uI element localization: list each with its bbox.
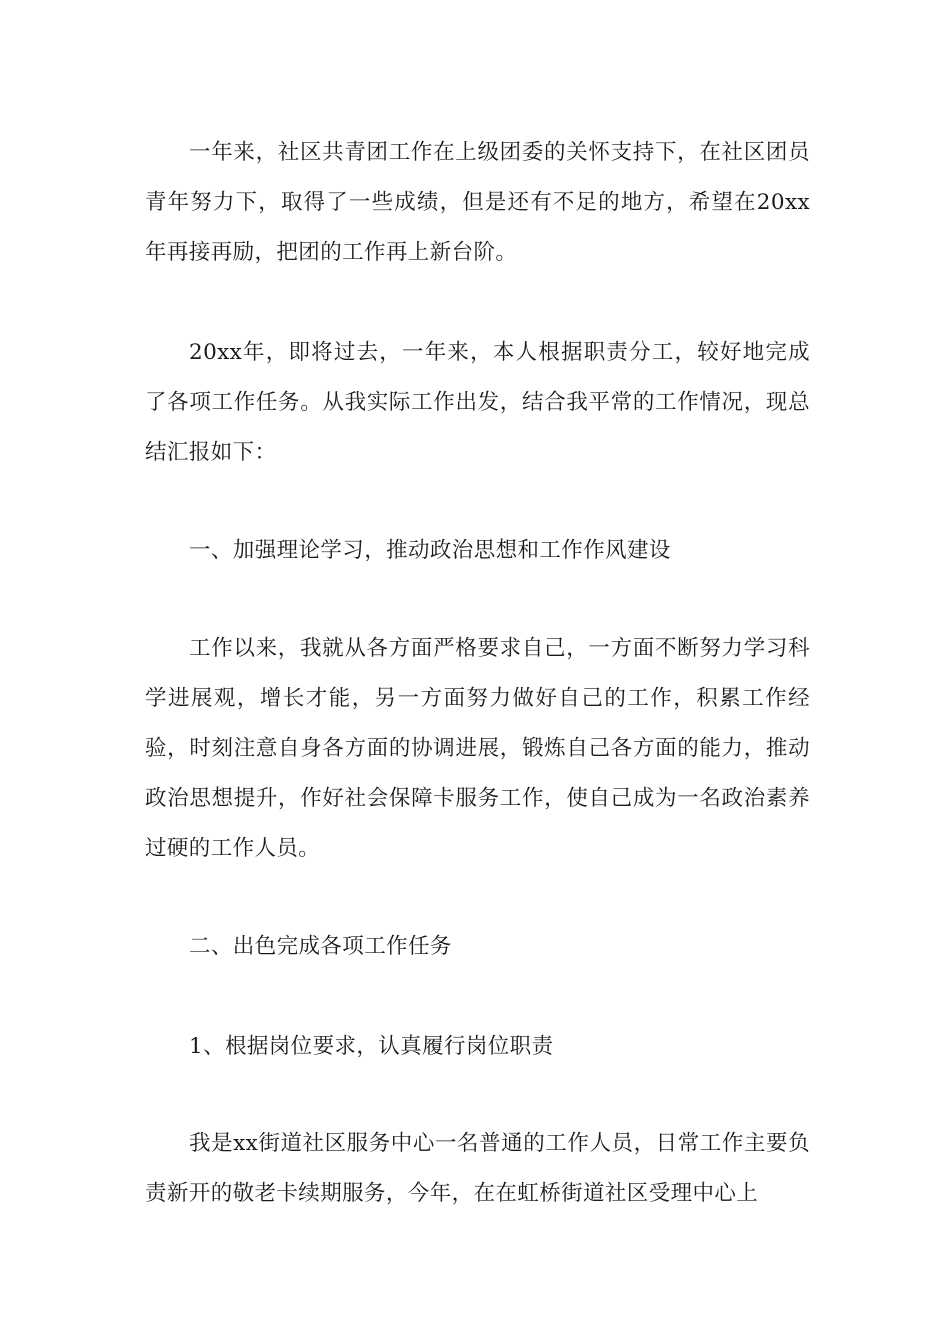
section-heading-2: 二、出色完成各项工作任务	[189, 934, 452, 959]
section-heading-1: 一、加强理论学习，推动政治思想和工作作风建设	[189, 538, 671, 563]
paragraph-summary: 20xx年，即将过去，一年来，本人根据职责分工，较好地完成了各项工作任务。从我实际工作出发，结合我平常的工作情况，现总结汇报如下：	[145, 340, 810, 465]
paragraph-section-1: 工作以来，我就从各方面严格要求自己，一方面不断努力学习科学进展观，增长才能，另一方面努力做好自己的工作，积累工作经验，时刻注意自身各方面的协调进展，锻炼自己各方面的能力，推动政治思想提升，作好社会保障卡服务工作，使自己成为一名政治素养过硬的工作人员。	[145, 636, 810, 861]
subsection-heading-1: 1、根据岗位要求，认真履行岗位职责	[189, 1034, 554, 1059]
paragraph-intro: 一年来，社区共青团工作在上级团委的关怀支持下，在社区团员青年努力下，取得了一些成绩，但是还有不足的地方，希望在20xx年再接再励，把团的工作再上新台阶。	[145, 140, 810, 265]
paragraph-subsection-1: 我是xx街道社区服务中心一名普通的工作人员，日常工作主要负责新开的敬老卡续期服务，今年，在在虹桥街道社区受理中心上	[145, 1131, 810, 1206]
